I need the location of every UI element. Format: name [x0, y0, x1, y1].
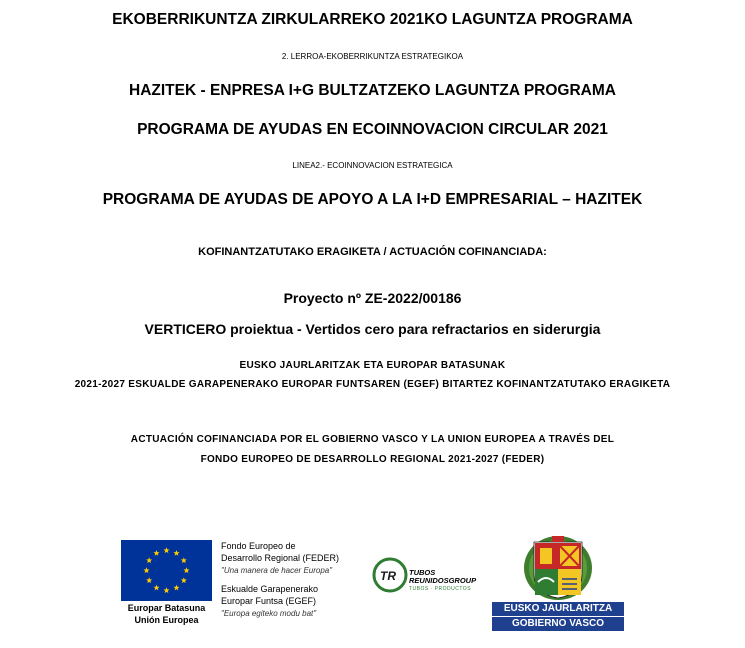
eu-gov-statement-eu: EUSKO JAURLARITZAK ETA EUROPAR BATASUNAK — [239, 360, 506, 371]
svg-text:TR: TR — [380, 569, 396, 583]
feder-statement: FONDO EUROPEO DE DESARROLLO REGIONAL 2021-2027 (FEDER) — [200, 454, 545, 465]
feder-motto: "Una manera de hacer Europa" — [221, 566, 333, 575]
title-hazitek-eu: HAZITEK - ENPRESA I+G BULTZATZEKO LAGUNTZA PROGRAMA — [129, 82, 616, 99]
feder-line-1: Fondo Europeo de — [221, 541, 296, 551]
eu-flag-logo — [121, 540, 212, 601]
eu-caption-basque: Europar Batasuna — [127, 603, 206, 613]
egef-line-2: Europar Funtsa (EGEF) — [221, 596, 317, 606]
eusko-jaurlaritza-banner: EUSKO JAURLARITZA — [492, 602, 624, 616]
project-number: Proyecto nº ZE-2022/00186 — [283, 290, 462, 306]
subtitle-line2-eu: 2. LERROA-EKOBERRIKUNTZA ESTRATEGIKOA — [281, 52, 464, 61]
subtitle-line2-es: LINEA2.- ECOINNOVACION ESTRATEGICA — [292, 161, 453, 170]
tubos-name — [409, 569, 476, 585]
gobierno-vasco-banner: GOBIERNO VASCO — [492, 617, 624, 631]
eu-caption-spanish: Unión Europea — [134, 615, 199, 625]
title-hazitek-es: PROGRAMA DE AYUDAS DE APOYO A LA I+D EMPRESARIAL – HAZITEK — [102, 191, 643, 208]
title-eu-program: EKOBERRIKUNTZA ZIRKULARREKO 2021KO LAGUNTZA PROGRAMA — [112, 11, 633, 28]
cofinanced-label: KOFINANTZATUTAKO ERAGIKETA / ACTUACIÓN COFINANCIADA: — [198, 246, 547, 258]
egef-line-1: Eskualde Garapenerako — [221, 584, 319, 594]
title-ecoinnovacion: PROGRAMA DE AYUDAS EN ECOINNOVACION CIRCULAR 2021 — [137, 121, 608, 138]
tubos-subtitle: TUBOS · PRODUCTOS — [409, 586, 472, 592]
gov-statement-es: ACTUACIÓN COFINANCIADA POR EL GOBIERNO VASCO Y LA UNION EUROPEA A TRAVÉS DEL — [130, 434, 615, 445]
tubos-name-line2: REUNIDOSGROUP — [409, 576, 477, 585]
tubos-name-line1: TUBOS — [409, 568, 436, 577]
feder-line-2: Desarrollo Regional (FEDER) — [221, 553, 340, 563]
project-title: VERTICERO proiektua - Vertidos cero para refractarios en siderurgia — [144, 321, 601, 337]
egef-motto: "Europa egiteko modu bat" — [221, 609, 317, 618]
egef-statement: 2021-2027 ESKUALDE GARAPENERAKO EUROPAR FUNTSAREN (EGEF) BITARTEZ KOFINANTZATUTAKO ERAGIKETA — [74, 379, 671, 390]
basque-coat-of-arms-icon — [494, 534, 622, 600]
